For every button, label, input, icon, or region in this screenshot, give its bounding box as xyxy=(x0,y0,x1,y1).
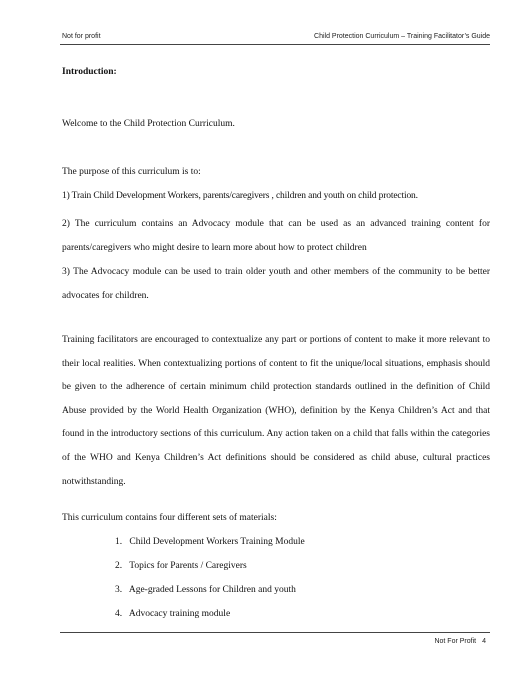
section-title: Introduction: xyxy=(62,67,117,77)
facilitator-paragraph: Training facilitators are encouraged to contextualize any part or portions of content to make it more relevant to their local realities. When contextualizing portions of content to fit the unique/local situations, emphasis should be given to the adherence of certain minimum child protection standards outlined in the definition of Child Abuse provided by the World Health Organization (WHO), definition by the Kenya Children’s Act and that found in the introductory sections of this curriculum. Any action taken on a child that falls within the categories of the WHO and Kenya Children’s Act definitions should be considered as child abuse, cultural practices notwithstanding. xyxy=(62,335,490,487)
footer-label: Not For Profit xyxy=(434,638,477,645)
purpose-item: 3) The Advocacy module can be used to train older youth and other members of the community to be better advocates for children. xyxy=(62,267,490,301)
list-item-text: Topics for Parents / Caregivers xyxy=(129,561,247,571)
list-number: 4. xyxy=(115,609,123,619)
header-divider xyxy=(60,44,490,45)
materials-list-item xyxy=(115,584,296,596)
materials-list-item xyxy=(115,536,305,548)
purpose-item: 1) Train Child Development Workers, parents/caregivers , children and youth on child protection. xyxy=(62,191,418,201)
header-right-text: Child Protection Curriculum – Training Facilitator’s Guide xyxy=(314,33,490,40)
materials-intro: This curriculum contains four different sets of materials: xyxy=(62,513,277,523)
purpose-item: 2) The curriculum contains an Advocacy module that can be used as an advanced training content for parents/caregivers who might desire to learn more about how to protect children xyxy=(62,219,490,253)
list-item-text: Child Development Workers Training Module xyxy=(129,537,305,547)
header-left-text: Not for profit xyxy=(62,33,101,40)
list-number: 2. xyxy=(115,561,123,571)
footer xyxy=(434,637,486,646)
welcome-text: Welcome to the Child Protection Curriculum. xyxy=(62,119,235,129)
page-number: 4 xyxy=(482,638,486,645)
materials-list-item xyxy=(115,608,230,620)
list-item-text: Age-graded Lessons for Children and youth xyxy=(128,585,296,595)
footer-divider xyxy=(60,632,490,633)
materials-list-item xyxy=(115,560,247,572)
list-number: 1. xyxy=(115,537,123,547)
purpose-intro: The purpose of this curriculum is to: xyxy=(62,167,201,177)
list-number: 3. xyxy=(115,585,123,595)
list-item-text: Advocacy training module xyxy=(128,609,231,619)
